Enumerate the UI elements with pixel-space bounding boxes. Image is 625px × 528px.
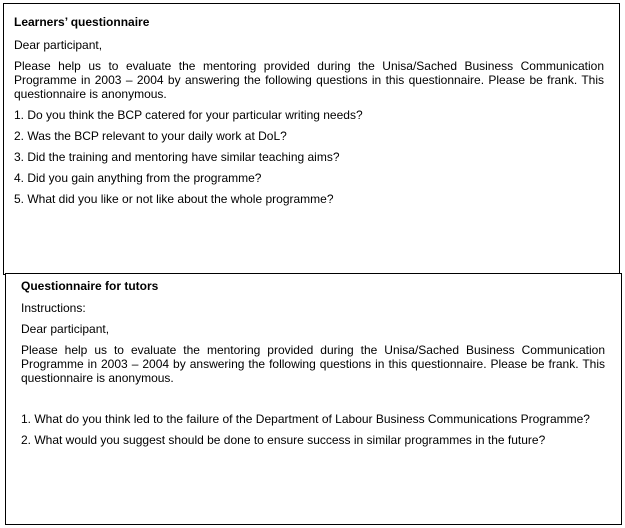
- tutors-intro: Please help us to evaluate the mentoring provided during the Unisa/Sached Business Communication Programme in 2003 – 2004 by answering the following questions in this questionnaire. Please be frank. This questionnaire is anonymous.: [21, 343, 605, 385]
- spacer: [21, 392, 605, 412]
- tutors-questionnaire-title: Questionnaire for tutors: [21, 279, 159, 293]
- learners-question-3: 3. Did the training and mentoring have similar teaching aims?: [14, 150, 340, 164]
- learners-questionnaire-title: Learners’ questionnaire: [14, 15, 150, 29]
- learners-questionnaire-box: [3, 3, 620, 275]
- learners-greeting: Dear participant,: [14, 38, 103, 52]
- tutors-question-2: 2. What would you suggest should be done to ensure success in similar programmes in the future?: [21, 433, 546, 447]
- learners-question-4: 4. Did you gain anything from the programme?: [14, 171, 262, 185]
- tutors-question-list: [21, 412, 605, 447]
- learners-question-list: [14, 108, 604, 206]
- learners-question-2: 2. Was the BCP relevant to your daily work at DoL?: [14, 129, 287, 143]
- tutors-questionnaire-box: [5, 273, 622, 525]
- tutors-instructions: Instructions:: [21, 301, 86, 315]
- tutors-greeting: Dear participant,: [21, 322, 110, 336]
- tutors-question-1: 1. What do you think led to the failure of the Department of Labour Business Communications Programme?: [21, 412, 590, 426]
- learners-intro: Please help us to evaluate the mentoring provided during the Unisa/Sached Business Communication Programme in 2003 – 2004 by answering the following questions in this questionnaire. Please be frank. This questionnaire is anonymous.: [14, 59, 604, 101]
- learners-question-5: 5. What did you like or not like about the whole programme?: [14, 192, 334, 206]
- learners-question-1: 1. Do you think the BCP catered for your particular writing needs?: [14, 108, 363, 122]
